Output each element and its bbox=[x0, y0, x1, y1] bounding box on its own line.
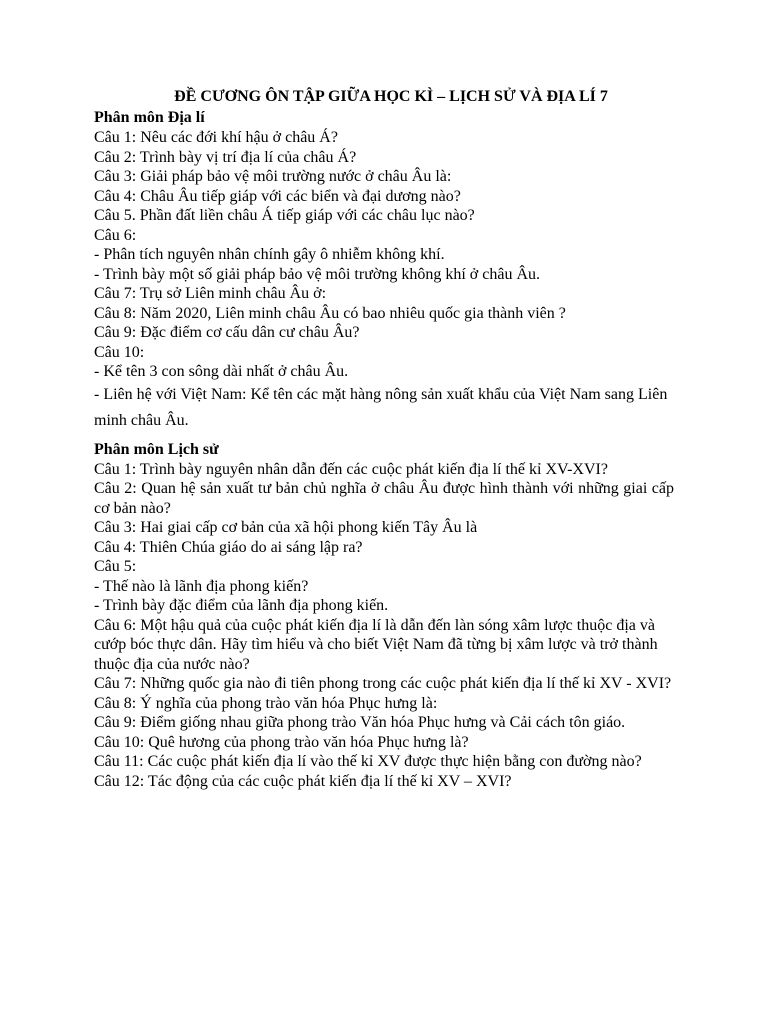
hist-question-4: Câu 4: Thiên Chúa giáo do ai sáng lập ra? bbox=[94, 538, 363, 556]
geo-question-4: Câu 4: Châu Âu tiếp giáp với các biển và đại dương nào? bbox=[94, 187, 461, 205]
hist-question-5a: - Thế nào là lãnh địa phong kiến? bbox=[94, 577, 309, 595]
hist-question-5b: - Trình bày đặc điểm của lãnh địa phong kiến. bbox=[94, 597, 389, 614]
geo-question-9: Câu 9: Đặc điểm cơ cấu dân cư châu Âu? bbox=[94, 324, 360, 341]
hist-question-9: Câu 9: Điểm giống nhau giữa phong trào Văn hóa Phục hưng và Cải cách tôn giáo. bbox=[94, 714, 626, 731]
geography-heading: Phân môn Địa lí bbox=[94, 109, 205, 126]
hist-question-5: Câu 5: bbox=[94, 558, 137, 575]
geo-question-7: Câu 7: Trụ sở Liên minh châu Âu ở: bbox=[94, 285, 327, 302]
geo-question-10: Câu 10: bbox=[94, 343, 145, 361]
geo-question-6b: - Trình bày một số giải pháp bảo vệ môi trường không khí ở châu Âu. bbox=[94, 265, 540, 283]
geo-question-2: Câu 2: Trình bày vị trí địa lí của châu Á? bbox=[94, 148, 357, 166]
hist-question-12: Câu 12: Tác động của các cuộc phát kiến địa lí thế kỉ XV – XVI? bbox=[94, 772, 512, 790]
hist-question-7: Câu 7: Những quốc gia nào đi tiên phong trong các cuộc phát kiến địa lí thế kỉ XV - XVI? bbox=[94, 675, 672, 692]
geo-question-1: Câu 1: Nêu các đới khí hậu ở châu Á? bbox=[94, 129, 338, 146]
geo-question-10a: - Kể tên 3 con sông dài nhất ở châu Âu. bbox=[94, 363, 349, 380]
document-title: ĐỀ CƯƠNG ÔN TẬP GIỮA HỌC KÌ – LỊCH SỬ VÀ ĐỊA LÍ 7 bbox=[174, 88, 608, 105]
geo-question-8: Câu 8: Năm 2020, Liên minh châu Âu có bao nhiêu quốc gia thành viên ? bbox=[94, 304, 566, 322]
hist-question-6: Câu 6: Một hậu quả của cuộc phát kiến địa lí là dẫn đến làn sóng xâm lược thuộc địa và cướp bóc thực dân. Hãy tìm hiểu và cho biết Việt Nam đã từng bị xâm lược và trở thành thuộc địa của nước nào? bbox=[94, 616, 658, 673]
geo-question-3: Câu 3: Giải pháp bảo vệ môi trường nước ở châu Âu là: bbox=[94, 168, 452, 185]
hist-question-11: Câu 11: Các cuộc phát kiến địa lí vào thế kỉ XV được thực hiện bằng con đường nào? bbox=[94, 753, 642, 770]
document-page bbox=[94, 86, 674, 791]
hist-question-10: Câu 10: Quê hương của phong trào văn hóa Phục hưng là? bbox=[94, 733, 469, 751]
hist-question-2: Câu 2: Quan hệ sản xuất tư bản chủ nghĩa ở châu Âu được hình thành với những giai cấp cơ bản nào? bbox=[94, 480, 674, 517]
history-heading: Phân môn Lịch sử bbox=[94, 440, 219, 458]
geo-question-5: Câu 5. Phần đất liền châu Á tiếp giáp với các châu lục nào? bbox=[94, 207, 475, 224]
hist-question-1: Câu 1: Trình bày nguyên nhân dẫn đến các cuộc phát kiến địa lí thế kỉ XV-XVI? bbox=[94, 460, 608, 478]
geo-question-10b: - Liên hệ với Việt Nam: Kể tên các mặt hàng nông sản xuất khẩu của Việt Nam sang Liên minh châu Âu. bbox=[94, 385, 668, 429]
geo-question-6a: - Phân tích nguyên nhân chính gây ô nhiễm không khí. bbox=[94, 246, 445, 263]
hist-question-8: Câu 8: Ý nghĩa của phong trào văn hóa Phục hưng là: bbox=[94, 694, 438, 712]
hist-question-3: Câu 3: Hai giai cấp cơ bản của xã hội phong kiến Tây Âu là bbox=[94, 519, 478, 536]
geo-question-6: Câu 6: bbox=[94, 226, 137, 244]
